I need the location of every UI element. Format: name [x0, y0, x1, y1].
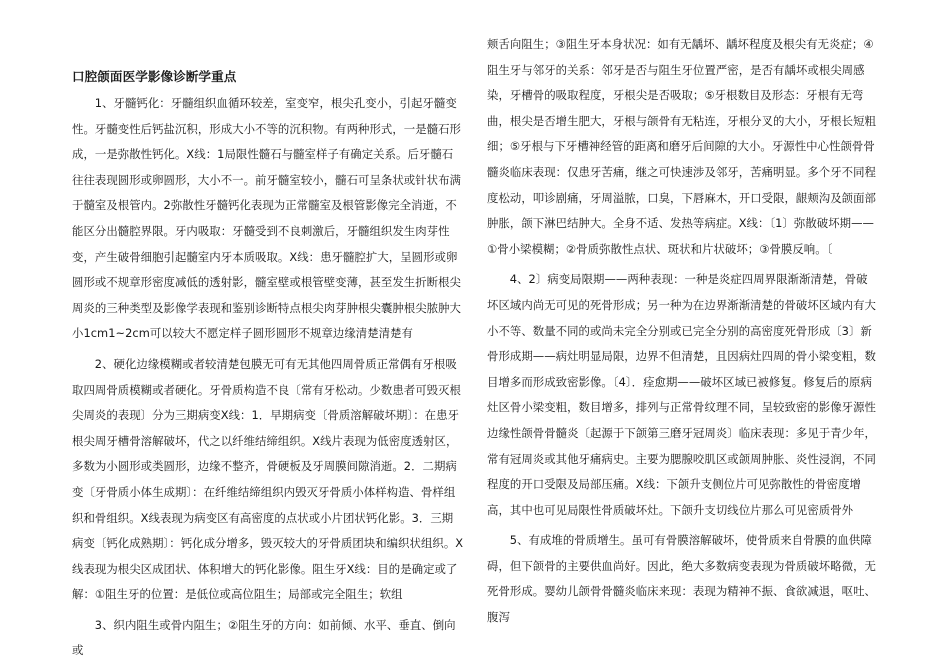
paragraph-4: 4、2〕病变局限期——两种表现：一种是炎症四周界限渐渐清楚，骨破坏区域内尚无可见的死骨形成；另一种为在边界渐渐清楚的骨破坏区域内有大小不等、数量不同的或尚未完全分别或已完全分别的高密度死骨形成〔3〕新骨形成期——病灶明显局限，边界不但清楚，且因病灶四周的骨小梁变粗，数目增多而形成致密影像。〔4〕．痊愈期——破坏区域已被修复。修复后的原病灶区骨小梁变粗，数目增多，排列与正常骨纹理不同，呈较致密的影像牙源性边缘性颌骨骨髓炎〔起源于下颌第三磨牙冠周炎〕临床表现：多见于青少年，常有冠周炎或其他牙痛病史。主要为腮腺咬肌区或颌周肿胀、炎性浸润，不同程度的开口受限及局部压痛。X线：下颌升支侧位片可见弥散性的骨密度增高，其中也可见局限性骨质破坏灶。下颌升支切线位片那么可见密质骨外 [487, 272, 876, 517]
paragraph-1: 1、牙髓钙化：牙髓组织血循环较差，室变窄，根尖孔变小，引起牙髓变性。牙髓变性后钙盐沉积，形成大小不等的沉积物。有两种形式，一是髓石形成，一是弥散性钙化。X线：1局限性髓石与髓室样子有确定关系。后牙髓石往往表现圆形或卵圆形，大小不一。前牙髓室较小，髓石可呈条状或针状布满于髓室及根管内。2弥散性牙髓钙化表现为正常髓室及根管影像完全消逝，不能区分出髓腔界限。牙内吸取：牙髓受到不良刺激后，牙髓组织发生肉芽性变，产生破骨细胞引起髓室内牙本质吸取。X线：患牙髓腔扩大，呈圆形或卵圆形或不规章形密度减低的透射影，髓室壁或根管壁变薄，甚至发生折断根尖周炎的三种类型及影像学表现和鉴别诊断特点根尖肉芽肿根尖囊肿根尖脓肿大小1cm1~2cm可以较大不愿定样子圆形圆形不规章边缘清楚清楚有 [72, 96, 461, 341]
paragraph-2: 2、硬化边缘模糊或者较清楚包膜无可有无其他四周骨质正常偶有牙根吸取四周骨质模糊或者硬化。牙骨质构造不良〔常有牙松动。少数患者可毁灭根尖周炎的表现〕分为三期病变X线：1．早期病变〔骨质溶解破坏期〕：在患牙根尖周牙槽骨溶解破坏，代之以纤维结缔组织。X线片表现为低密度透射区，多数为小圆形或类圆形，边缘不整齐，骨硬板及牙周膜间隙消逝。2．二期病变〔牙骨质小体生成期〕：在纤维结缔组织内毁灭牙骨质小体样构造、骨样组织和骨组织。X线表现为病变区有高密度的点状或小片团状钙化影。3．三期病变〔钙化成熟期〕：钙化成分增多，毁灭较大的牙骨质团块和编织状组织。X线表现为根尖区成团状、体积增大的钙化影像。阻生牙X线：目的是确定或了解：①阻生牙的位置：是低位或高位阻生；局部或完全阻生；软组 [72, 356, 464, 602]
left-column [72, 64, 464, 669]
paragraph-5: 5、有成堆的骨质增生。虽可有骨膜溶解破坏，使骨质来自骨膜的血供障碍，但下颌骨的主要供血尚好。因此，绝大多数病变表现为骨质破坏略微，无死骨形成。婴幼儿颌骨骨髓炎临床来现：表现为精神不振、食欲减退，呕吐、腹泻 [487, 533, 876, 625]
right-column [487, 32, 879, 636]
paragraph-3-continued: 颊舌向阻生；③阻生牙本身状况：如有无龋坏、龋坏程度及根尖有无炎症；④阻生牙与邻牙的关系：邻牙是否与阻生牙位置严密，是否有龋坏或根尖周感染，牙槽骨的吸取程度，牙根尖是否吸取；⑤牙根数目及形态：牙根有无弯曲，根尖是否增生肥大，牙根与颌骨有无粘连，牙根分叉的大小，牙根长短粗细；⑤牙根与下牙槽神经管的距离和磨牙后间隙的大小。牙源性中心性颌骨骨髓炎临床表现：仅患牙苦痛，继之可快速涉及邻牙，苦痛明显。多个牙不同程度松动，叩诊剧痛，牙周溢脓，口臭，下唇麻木，开口受限，龈颊沟及颌面部肿胀，颌下淋巴结肿大。全身不适、发热等病症。X线：〔1〕弥散破坏期——①骨小梁模糊；②骨质弥散性点状、斑状和片状破坏；③骨膜反响。〔 [487, 37, 876, 256]
paragraph-3: 3、织内阻生或骨内阻生；②阻生牙的方向：如前倾、水平、垂直、倒向或 [72, 617, 456, 658]
document-title: 口腔颌面医学影像诊断学重点 [72, 69, 237, 84]
